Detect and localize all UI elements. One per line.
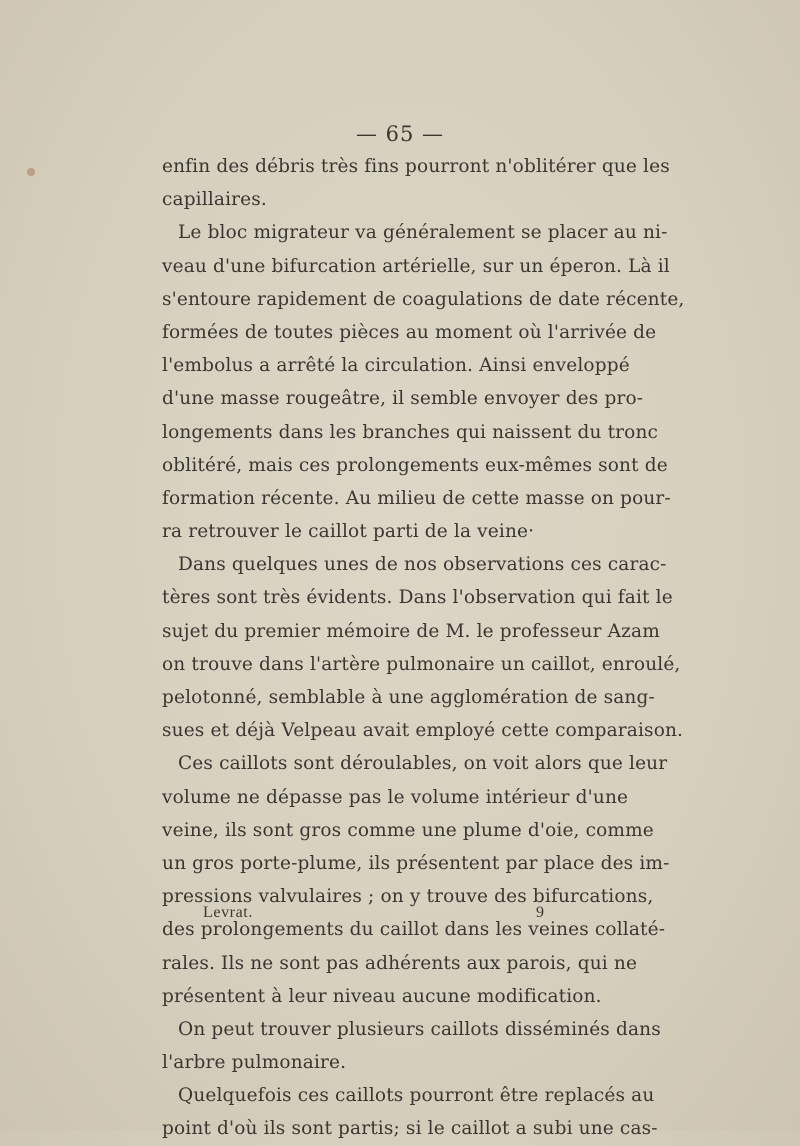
text-line: des prolongements du caillot dans les veines collaté- [162, 919, 666, 941]
text-line: présentent à leur niveau aucune modification. [162, 985, 602, 1007]
text-line: Ces caillots sont déroulables, on voit alors que leur [178, 753, 668, 775]
text-line: formation récente. Au milieu de cette masse on pour- [162, 487, 671, 509]
text-line: veine, ils sont gros comme une plume d'oie, comme [162, 819, 654, 841]
text-line: l'arbre pulmonaire. [162, 1052, 347, 1074]
text-line: veau d'une bifurcation artérielle, sur un éperon. Là il [162, 255, 670, 277]
text-line: On peut trouver plusieurs caillots disséminés dans [178, 1018, 661, 1040]
text-line: un gros porte-plume, ils présentent par place des im- [162, 852, 670, 874]
body-text [162, 150, 685, 1146]
text-line: formées de toutes pièces au moment où l'arrivée de [162, 321, 657, 343]
text-line: l'embolus a arrêté la circulation. Ainsi enveloppé [162, 355, 630, 377]
text-line: on trouve dans l'artère pulmonaire un caillot, enroulé, [162, 653, 681, 675]
text-line: Dans quelques unes de nos observations ces carac- [178, 554, 667, 576]
text-line: point d'où ils sont partis; si le caillot a subi une cas- [162, 1118, 658, 1140]
text-line: d'une masse rougeâtre, il semble envoyer des pro- [162, 388, 644, 410]
text-line: capillaires. [162, 189, 267, 211]
text-line: sues et déjà Velpeau avait employé cette comparaison. [162, 720, 684, 742]
text-line: tères sont très évidents. Dans l'observation qui fait le [162, 587, 673, 609]
page-number: — 65 — [355, 122, 445, 146]
text-line: ra retrouver le caillot parti de la veine· [162, 521, 535, 543]
text-line: s'entoure rapidement de coagulations de date récente, [162, 288, 685, 310]
text-line: sujet du premier mémoire de M. le professeur Azam [162, 620, 660, 642]
text-line: Quelquefois ces caillots pourront être replacés au [178, 1085, 655, 1107]
text-line: volume ne dépasse pas le volume intérieur d'une [162, 786, 629, 808]
text-line: rales. Ils ne sont pas adhérents aux parois, qui ne [162, 952, 638, 974]
text-line: oblitéré, mais ces prolongements eux-mêmes sont de [162, 454, 668, 476]
text-line: pelotonné, semblable à une agglomération de sang- [162, 687, 655, 708]
signature-mark: 9 [536, 904, 545, 921]
page-footer [0, 904, 800, 930]
footer-author: Levrat. [203, 904, 253, 921]
text-line: pressions valvulaires ; on y trouve des bifurcations, [162, 886, 654, 908]
text-line: longements dans les branches qui naissent du tronc [162, 421, 659, 443]
stain-mark [27, 168, 35, 176]
text-line: enfin des débris très fins pourront n'oblitérer que les [162, 156, 670, 177]
text-line: Le bloc migrateur va généralement se placer au ni- [178, 222, 668, 244]
